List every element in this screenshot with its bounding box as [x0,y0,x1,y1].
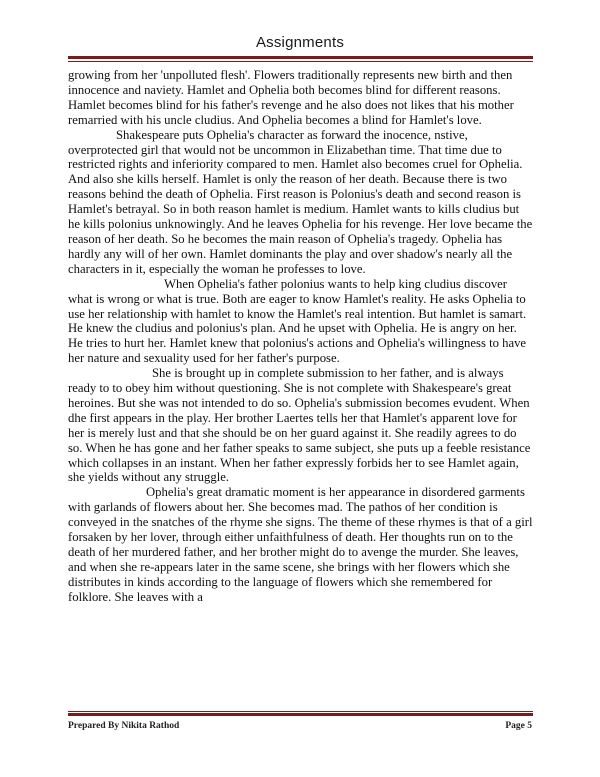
paragraph-5: Ophelia's great dramatic moment is her appearance in disordered garments with garlands of flowers about her. She becomes mad. The pathos of her condition is conveyed in the snatches of the rhyme she signs. The theme of these rhymes is that of a girl forsaken by her lover, through either unfaithfulness of death. Her thoughts run on to the death of her murdered father, and her brother might do to avenge the murder. She leaves, and when she re-appears later in the same scene, she brings with her flowers which she distributes in kinds according to the language of flowers which she remembered for folklore. She leaves with a [68,485,533,604]
paragraph-4: She is brought up in complete submission to her father, and is always ready to to obey him without questioning. She is not complete with Shakespeare's great heroines. But she was not intended to do so. Ophelia's submission becomes evudent. When dhe first appears in the play. Her brother Laertes tells her that Hamlet's apparent love for her is merely lust and that she should be on her guard against it. She readily agrees to do so. When he has gone and her father speaks to same subject, she puts up a feeble resistance which collapses in an instant. When her father expressly forbids her to see Hamlet again, she yields without any struggle. [68,366,531,485]
page-header-title: Assignments [255,34,345,51]
footer-rule [68,713,533,716]
footer-rule-thin [68,711,533,712]
footer-author: Prepared By Nikita Rathod [68,721,180,731]
page-number: Page 5 [505,721,532,731]
paragraph-3: When Ophelia's father polonius wants to help king cludius discover what is wrong or what is true. Both are eager to know Hamlet's reality. He asks Ophelia to use her relationship with hamlet to know the Hamlet's real intention. But hamlet is samart. He knew the cludius and polonius's plan. And he upset with Ophelia. He is angry on her. He tries to hurt her. Hamlet knew that polonius's actions and Ophelia's willingness to have her nature and sexuality used for her father's purpose. [68,276,527,366]
document-body [68,68,533,605]
paragraph-1: growing from her 'unpolluted flesh'. Flowers traditionally represents new birth and then innocence and naviety. Hamlet and Ophelia both becomes blind for different reasons. Hamlet becomes blind for his father's revenge and he also does not likes that his mother remarried with his uncle cludius. And Ophelia becomes a blind for Hamlet's love. [68,68,514,127]
paragraph-2: Shakespeare puts Ophelia's character as forward the inocence, nstive, overprotected girl that would not be uncommon in Elizabethan time. That time due to restricted rights and inferiority compared to men. Hamlet also becomes cruel for Ophelia. And also she kills herself. Hamlet is only the reason of her death. Because there is two reasons behind the death of Ophelia. First reason is Polonius's death and second reason is Hamlet's betrayal. So in both reason hamlet is medium. Hamlet wants to kills cludius but he kills polonius unknowingly. And he leaves Ophelia for his revenge. Her love became the reason of her death. So he becomes the main reason of Ophelia's tragedy. Ophelia has hardly any will of her own. Hamlet dominants the play and over shadow's nearly all the characters in it, especially the woman he professes to love. [68,127,533,276]
header-rule-thin [68,61,533,62]
header-rule [68,56,533,59]
